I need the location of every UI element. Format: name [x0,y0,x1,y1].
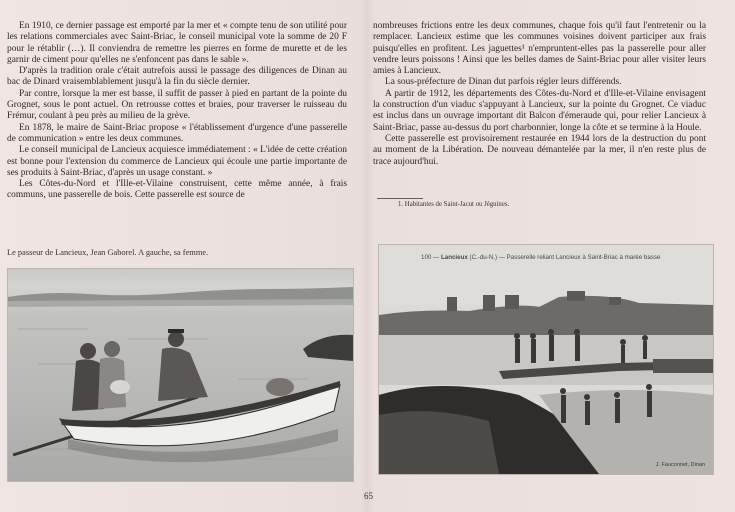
photo-caption: Le passeur de Lancieux, Jean Gaborel. A gauche, sa femme. [7,248,209,257]
ferryman-boat-image [8,269,353,481]
postcard-number: 100 — [421,254,440,261]
postcard-subtitle: — Passerelle reliant Lancieux à Saint-Briac à marée basse [498,254,661,261]
footnote-divider [377,198,423,199]
postcard-credit: J. Fauconnet, Dinan [655,462,705,468]
ferryman-photo [7,268,354,482]
paragraph: A partir de 1912, les départements des Côtes-du-Nord et d'Ille-et-Vilaine envisagent la construction d'un viaduc s'appuyant à Lancieux, sur la pointe du Grognet. Ce viaduc est inclus dans un ouvrage important dit Balcon d'émeraude qui, pour relier Lancieux à Saint-Briac, passe au-dessus du port charbonnier, longe la côte et se termine à la Houle. [373,88,706,133]
paragraph: D'après la tradition orale c'était autrefois aussi le passage des diligences de Dinan au bac de Dinard vraisemblablement jusqu'à la fin du siècle dernier. [7,66,347,88]
paragraph: Cette passerelle est provisoirement restaurée en 1944 lors de la destruction du pont au moment de la Libération. De nouveau démantelée par la mer, il n'en reste plus de trace aujourd'hui. [373,133,706,167]
paragraph: Le conseil municipal de Lancieux acquiesce immédiatement : « L'idée de cette création est bonne pour l'extension du commerce de Lancieux qui écoule une partie importante de ses produits à Saint-Briac, d'après un usage constant. » [7,145,347,178]
paragraph: En 1910, ce dernier passage est emporté par la mer et « compte tenu de son utilité pour les relations commerciales avec Saint-Briac, le conseil municipal vote la somme de 20 F pour le rétablir (…). Il conviendra de remettre les pierres en forme de murette et de les garnir de ciment pour qu'elles ne s'enfoncent pas dans le sable ». [7,21,347,65]
paragraph: Les Côtes-du-Nord et l'Ille-et-Vilaine construisent, cette même année, à frais communs, une passerelle de bois. Cette passerelle est source de [7,179,347,201]
postcard-caption [421,254,660,261]
page-number: 65 [364,491,373,501]
paragraph: En 1878, le maire de Saint-Briac propose « l'établissement d'urgence d'une passerelle de communication » entre les deux communes. [7,122,347,144]
postcard-dept: (C.-du-N.) [469,254,498,261]
paragraph: La sous-préfecture de Dinan dut parfois régler leurs différends. [385,77,622,88]
paragraph: nombreuses frictions entre les deux communes, chaque fois qu'il faut l'entretenir ou la remplacer. Lancieux estime que les communes voisines doivent participer aux frais puisqu'elles en profitent. Les jaguettes¹ n'empruntent-elles pas la passerelle pour aller vendre leurs poissons ! Ainsi que les belles dames de Saint-Briac pour aller visiter leurs amies à Lancieux. [373,21,706,77]
left-text-column [7,21,347,202]
footbridge-postcard-photo [378,244,714,475]
right-text-column [373,21,706,168]
postcard-place: Lancieux [440,254,468,261]
paragraph: Par contre, lorsque la mer est basse, il suffit de passer à pied en partant de la pointe du Grognet, sous le pont actuel. On retrousse cottes et braies, pour traverser le ruisseau du Frémur, coulant à peu près au milieu de la grève. [7,88,347,122]
footbridge-image [379,245,713,474]
footnote: 1. Habitantes de Saint-Jacut ou Jéguines. [398,201,510,208]
